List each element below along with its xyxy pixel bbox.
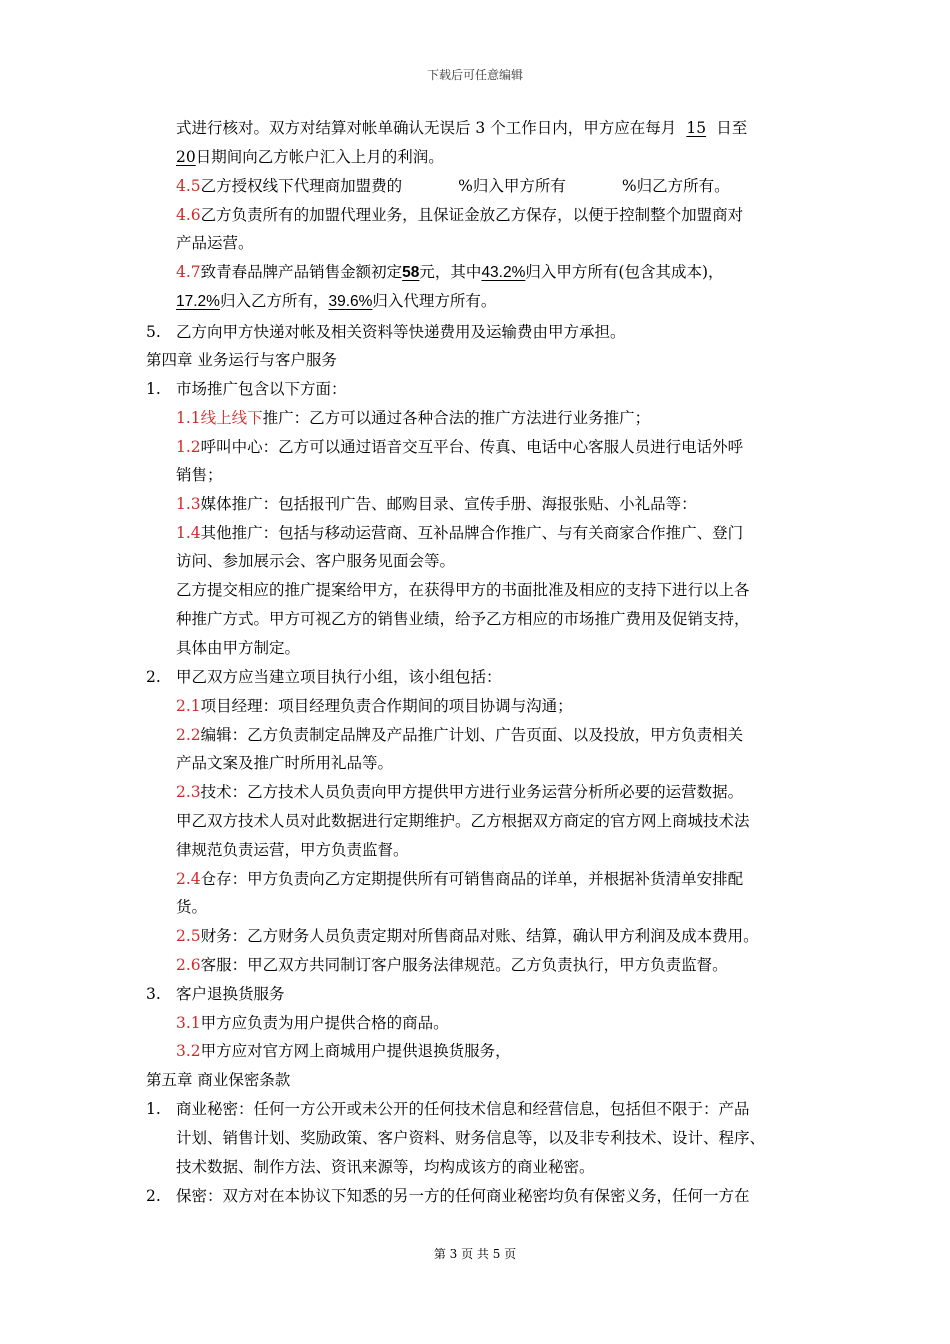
clause-number: 2.3 xyxy=(176,783,201,801)
promotion-paragraph-line3: 具体由甲方制定。 xyxy=(176,639,301,657)
text: 日期间向乙方帐户汇入上月的利润。 xyxy=(195,148,444,166)
clause-2-6 xyxy=(176,955,728,975)
text: 日至 xyxy=(716,119,748,137)
clause-number: 1.1 xyxy=(176,409,201,427)
day-start-value: 15 xyxy=(686,119,707,137)
text: 客户退换货服务 xyxy=(176,985,285,1003)
blank-field xyxy=(402,176,458,196)
clause-number: 4.5 xyxy=(176,177,201,195)
clause-3-1 xyxy=(176,1013,449,1033)
confidential-item-1-line1 xyxy=(146,1099,750,1119)
clause-4-7-line1 xyxy=(176,262,724,283)
item-number: 1. xyxy=(146,380,161,398)
clause-number: 2.1 xyxy=(176,697,201,715)
text: 甲方应负责为用户提供合格的商品。 xyxy=(200,1014,449,1032)
item-number: 2. xyxy=(146,668,161,686)
paragraph-settlement-line1 xyxy=(176,118,747,138)
section-1 xyxy=(146,379,347,399)
item-number: 2. xyxy=(146,1187,161,1205)
clause-number: 2.5 xyxy=(176,927,201,945)
page-footer: 第 3 页 共 5 页 xyxy=(433,1247,517,1261)
clause-number: 2.6 xyxy=(176,956,201,974)
clause-number: 4.7 xyxy=(176,263,201,281)
item-number: 5. xyxy=(146,323,161,341)
clause-4-7-line2 xyxy=(176,291,496,312)
chapter-5-title: 第五章 商业保密条款 xyxy=(146,1071,291,1089)
percent-party-b: 17.2% xyxy=(176,293,220,310)
text: 市场推广包含以下方面： xyxy=(176,380,347,398)
clause-number: 2.4 xyxy=(176,870,201,888)
text: 项目经理：项目经理负责合作期间的项目协调与沟通； xyxy=(200,697,573,715)
clause-1-4-line1 xyxy=(176,523,743,543)
promotion-paragraph-line1: 乙方提交相应的推广提案给甲方，在获得甲方的书面批准及相应的支持下进行以上各 xyxy=(176,581,750,599)
confidential-item-1-line3: 技术数据、制作方法、资讯来源等，均构成该方的商业秘密。 xyxy=(176,1158,595,1176)
confidential-item-2-line1 xyxy=(146,1186,750,1206)
text: 甲乙双方应当建立项目执行小组，该小组包括： xyxy=(176,668,502,686)
text: 乙方授权线下代理商加盟费的 xyxy=(200,177,403,195)
clause-2-3-line1 xyxy=(176,782,743,802)
clause-1-2-line1 xyxy=(176,437,743,457)
text: 编辑：乙方负责制定品牌及产品推广计划、广告页面、以及投放，甲方负责相关 xyxy=(200,726,744,744)
clause-2-1 xyxy=(176,696,573,716)
percent-party-a: 43.2% xyxy=(481,264,526,281)
text: 归入乙方所有， xyxy=(219,292,329,310)
text: 客服：甲乙双方共同制订客户服务法律规范。乙方负责执行，甲方负责监督。 xyxy=(200,956,728,974)
text: 其他推广：包括与移动运营商、互补品牌合作推广、与有关商家合作推广、登门 xyxy=(200,524,744,542)
text: %归入甲方所有 xyxy=(458,177,566,195)
clause-number: 1.4 xyxy=(176,524,201,542)
clause-2-3-line2: 甲乙双方技术人员对此数据进行定期维护。乙方根据双方商定的官方网上商城技术法 xyxy=(176,812,750,830)
section-2 xyxy=(146,667,502,687)
clause-3-2 xyxy=(176,1041,511,1061)
item-number: 1. xyxy=(146,1100,161,1118)
text: 财务：乙方财务人员负责定期对所售商品对账、结算，确认甲方利润及成本费用。 xyxy=(200,927,759,945)
text: 元，其中 xyxy=(419,263,482,281)
text: 商业秘密：任何一方公开或未公开的任何技术信息和经营信息，包括但不限于：产品 xyxy=(176,1100,750,1118)
clause-number: 2.2 xyxy=(176,726,201,744)
text: 推广：乙方可以通过各种合法的推广方法进行业务推广； xyxy=(262,409,651,427)
blank-field xyxy=(566,176,622,196)
text: 致青春品牌产品销售金额初定 xyxy=(200,263,403,281)
text: 仓存：甲方负责向乙方定期提供所有可销售商品的详单，并根据补货清单安排配 xyxy=(200,870,744,888)
promotion-paragraph-line2: 种推广方式。甲方可视乙方的销售业绩，给予乙方相应的市场推广费用及促销支持， xyxy=(176,610,750,628)
clause-2-2-line2: 产品文案及推广时所用礼品等。 xyxy=(176,754,394,772)
item-5 xyxy=(146,322,626,342)
confidential-item-1-line2: 计划、销售计划、奖励政策、客户资料、财务信息等，以及非专利技术、设计、程序、 xyxy=(176,1129,766,1147)
text: 乙方向甲方快递对帐及相关资料等快递费用及运输费由甲方承担。 xyxy=(176,323,626,341)
clause-1-3 xyxy=(176,494,697,514)
day-end-value: 20 xyxy=(176,148,196,166)
clause-1-1 xyxy=(176,408,650,428)
percent-agent: 39.6% xyxy=(328,293,373,310)
text: 归入代理方所有。 xyxy=(372,292,497,310)
text: 甲方应对官方网上商城用户提供退换货服务， xyxy=(200,1042,511,1060)
clause-number: 3.1 xyxy=(176,1014,201,1032)
clause-1-2-line2: 销售； xyxy=(176,466,223,484)
clause-1-4-line2: 访问、参加展示会、客户服务见面会等。 xyxy=(176,552,456,570)
item-number: 3. xyxy=(146,985,161,1003)
section-3 xyxy=(146,984,285,1004)
clause-number: 1.3 xyxy=(176,495,201,513)
clause-4-6-line1 xyxy=(176,205,743,225)
clause-4-5 xyxy=(176,176,730,196)
clause-2-4-line1 xyxy=(176,869,743,889)
clause-2-4-line2: 货。 xyxy=(176,898,208,916)
clause-2-2-line1 xyxy=(176,725,743,745)
page-header: 下载后可任意编辑 xyxy=(426,68,523,82)
clause-2-3-line3: 律规范负责运营，甲方负责监督。 xyxy=(176,841,409,859)
text: %归乙方所有。 xyxy=(621,177,730,195)
text: 呼叫中心：乙方可以通过语音交互平台、传真、电话中心客服人员进行电话外呼 xyxy=(200,438,744,456)
clause-4-6-line2: 产品运营。 xyxy=(176,234,254,252)
text: 式进行核对。双方对结算对帐单确认无误后 3 个工作日内，甲方应在每月 xyxy=(176,119,677,137)
text: 乙方负责所有的加盟代理业务，且保证金放乙方保存，以便于控制整个加盟商对 xyxy=(200,206,744,224)
price-value: 58 xyxy=(402,264,420,281)
chapter-4-title: 第四章 业务运行与客户服务 xyxy=(146,351,337,369)
text: 归入甲方所有(包含其成本)， xyxy=(525,263,724,281)
clause-number: 4.6 xyxy=(176,206,201,224)
clause-2-5 xyxy=(176,926,759,946)
highlighted-text: 线上线下 xyxy=(200,409,263,427)
text: 媒体推广：包括报刊广告、邮购目录、宣传手册、海报张贴、小礼品等： xyxy=(200,495,697,513)
text: 技术：乙方技术人员负责向甲方提供甲方进行业务运营分析所必要的运营数据。 xyxy=(200,783,744,801)
clause-number: 1.2 xyxy=(176,438,201,456)
clause-number: 3.2 xyxy=(176,1042,201,1060)
paragraph-settlement-line2 xyxy=(176,147,444,167)
text: 保密：双方对在本协议下知悉的另一方的任何商业秘密均负有保密义务，任何一方在 xyxy=(176,1187,750,1205)
